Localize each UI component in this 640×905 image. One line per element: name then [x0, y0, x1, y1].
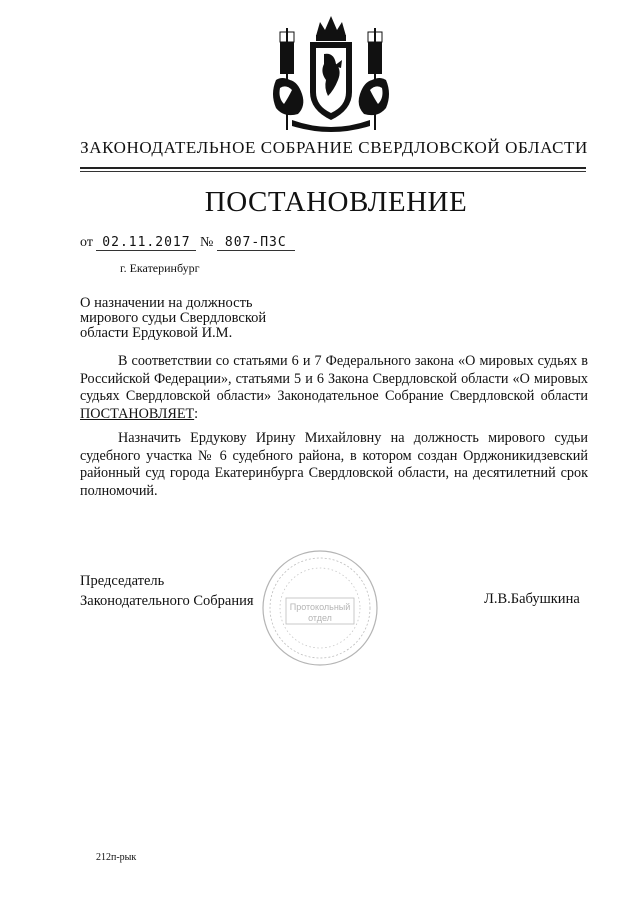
- footer-code: 212п-рык: [96, 852, 137, 863]
- subject-line: О назначении на должность: [80, 295, 253, 311]
- header-rule-thin: [80, 171, 586, 172]
- subject-line: области Ердуковой И.М.: [80, 325, 233, 341]
- coat-of-arms-emblem: [262, 10, 400, 132]
- signer-position-line: Законодательного Собрания: [80, 593, 254, 609]
- document-date: 02.11.2017: [96, 235, 196, 251]
- document-subject: [80, 296, 350, 341]
- basis-colon: :: [194, 405, 199, 422]
- subject-line: мирового судьи Свердловской: [80, 310, 267, 326]
- stamp-text: Протокольный: [289, 602, 351, 612]
- city: г. Екатеринбург: [120, 261, 200, 275]
- header-rule-thick: [80, 167, 586, 169]
- body-paragraph-appointment: Назначить Ердукову Ирину Михайловну на должность мирового судьи судебного участка № 6 судебного района, в котором создан Орджоникидзевский районный суд города Екатеринбурга Свердловской области, на десятилетний срок полномочий.: [80, 430, 588, 499]
- document-number: 807-ПЗС: [217, 235, 295, 251]
- body-paragraph-basis: [80, 353, 588, 423]
- number-prefix: №: [199, 235, 214, 250]
- stamp-text: отдел: [308, 613, 332, 623]
- date-number-line: [80, 235, 295, 251]
- document-title: ПОСТАНОВЛЕНИЕ: [204, 186, 468, 218]
- signer-position: [80, 571, 254, 611]
- resolves-word: ПОСТАНОВЛЯЕТ: [80, 405, 195, 422]
- signer-name: Л.В.Бабушкина: [484, 591, 580, 607]
- organization-name: ЗАКОНОДАТЕЛЬНОЕ СОБРАНИЕ СВЕРДЛОВСКОЙ ОБЛАСТИ: [80, 138, 588, 157]
- signer-position-line: Председатель: [80, 573, 165, 589]
- date-prefix: от: [80, 235, 93, 250]
- official-stamp: [260, 548, 380, 668]
- basis-text: В соответствии со статьями 6 и 7 Федерального закона «О мировых судьях в Российской Федерации», статьями 5 и 6 Закона Свердловской области «О мировых судьях Свердловской области» Законодательное Собрание Свердловской области: [80, 353, 588, 405]
